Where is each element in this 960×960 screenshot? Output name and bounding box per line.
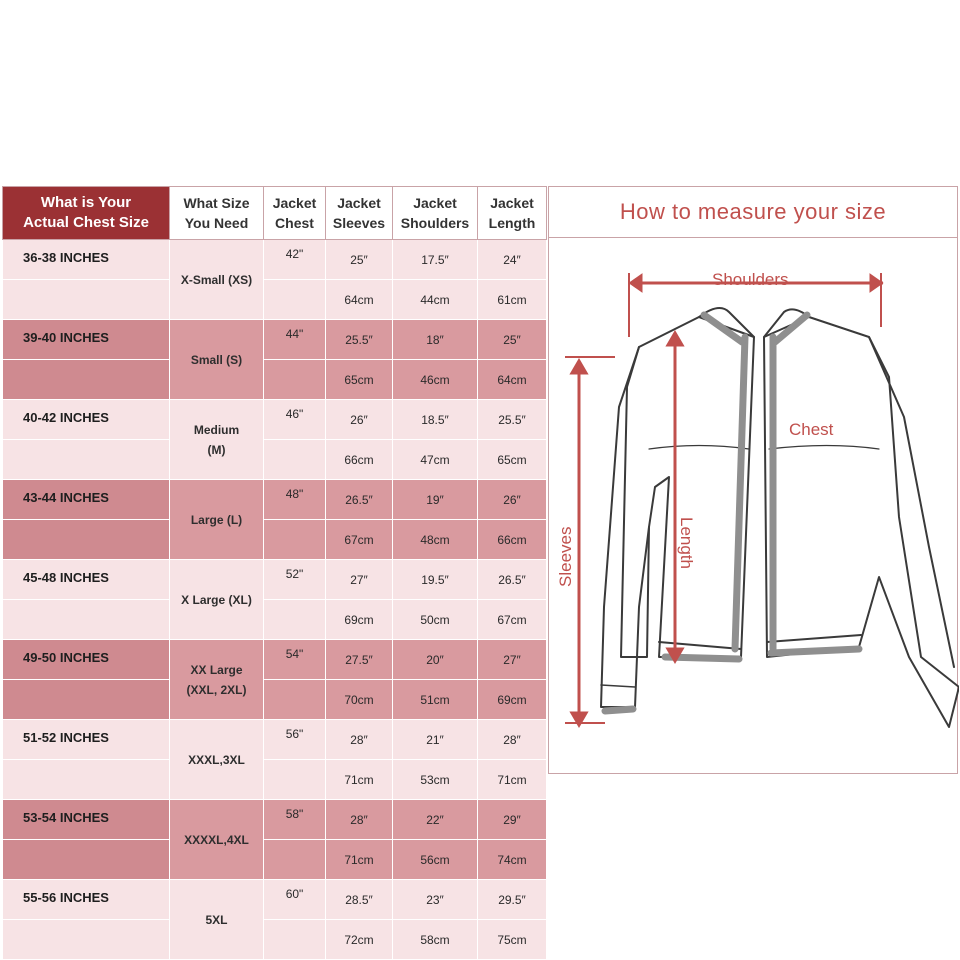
actual-chest-blank-cell <box>3 360 170 400</box>
actual-chest-blank-cell <box>3 920 170 960</box>
jacket-chest-cell: 44" <box>264 320 326 360</box>
length-cm-cell: 67cm <box>478 600 547 640</box>
jacket-chest-blank-cell <box>264 520 326 560</box>
length-inch-cell: 26″ <box>478 480 547 520</box>
table-row <box>3 720 547 760</box>
actual-chest-cell: 36-38 INCHES <box>3 240 170 280</box>
label-shoulders: Shoulders <box>712 270 789 289</box>
jacket-chest-blank-cell <box>264 360 326 400</box>
shoulders-inch-cell: 23″ <box>393 880 478 920</box>
size-need-cell <box>170 240 264 320</box>
size-need-label-2: (M) <box>207 442 226 457</box>
jacket-chest-blank-cell <box>264 840 326 880</box>
jacket-chest-blank-cell <box>264 760 326 800</box>
sleeves-cm-cell: 69cm <box>326 600 393 640</box>
header-jacket-chest: Jacket Chest <box>264 187 326 240</box>
sleeves-cm-cell: 71cm <box>326 840 393 880</box>
sleeves-inch-cell: 27.5″ <box>326 640 393 680</box>
length-inch-cell: 28″ <box>478 720 547 760</box>
size-need-cell <box>170 880 264 960</box>
length-inch-cell: 24″ <box>478 240 547 280</box>
size-need-label: XXXL,3XL <box>188 752 245 767</box>
shoulders-cm-cell: 58cm <box>393 920 478 960</box>
jacket-chest-cell: 52" <box>264 560 326 600</box>
jacket-chest-cell: 54" <box>264 640 326 680</box>
length-cm-cell: 71cm <box>478 760 547 800</box>
shoulders-cm-cell: 53cm <box>393 760 478 800</box>
jacket-chest-cell: 48" <box>264 480 326 520</box>
measure-title: How to measure your size <box>549 187 957 238</box>
shoulders-cm-cell: 48cm <box>393 520 478 560</box>
actual-chest-cell: 49-50 INCHES <box>3 640 170 680</box>
jacket-chest-blank-cell <box>264 920 326 960</box>
table-row <box>3 280 547 320</box>
size-need-cell <box>170 400 264 480</box>
actual-chest-cell: 40-42 INCHES <box>3 400 170 440</box>
actual-chest-cell: 39-40 INCHES <box>3 320 170 360</box>
jacket-chest-blank-cell <box>264 440 326 480</box>
table-row <box>3 480 547 520</box>
sleeves-cm-cell: 70cm <box>326 680 393 720</box>
table-header-row <box>3 187 547 240</box>
length-cm-cell: 64cm <box>478 360 547 400</box>
actual-chest-blank-cell <box>3 760 170 800</box>
jacket-chest-blank-cell <box>264 280 326 320</box>
length-cm-cell: 69cm <box>478 680 547 720</box>
shoulders-inch-cell: 17.5″ <box>393 240 478 280</box>
size-need-cell <box>170 800 264 880</box>
sleeves-cm-cell: 65cm <box>326 360 393 400</box>
sleeves-inch-cell: 28.5″ <box>326 880 393 920</box>
size-chart-table <box>2 186 547 960</box>
table-row <box>3 760 547 800</box>
shoulders-cm-cell: 47cm <box>393 440 478 480</box>
header-jacket-length: Jacket Length <box>478 187 547 240</box>
jacket-chest-cell: 60" <box>264 880 326 920</box>
measure-panel <box>548 186 958 774</box>
size-need-label: Medium <box>193 422 240 437</box>
size-need-cell <box>170 320 264 400</box>
table-row <box>3 520 547 560</box>
size-need-cell <box>170 560 264 640</box>
sleeves-inch-cell: 28″ <box>326 800 393 840</box>
shoulders-inch-cell: 22″ <box>393 800 478 840</box>
table-row <box>3 240 547 280</box>
jacket-chest-cell: 42" <box>264 240 326 280</box>
table-row <box>3 880 547 920</box>
length-inch-cell: 29.5″ <box>478 880 547 920</box>
table-row <box>3 600 547 640</box>
table-row <box>3 440 547 480</box>
actual-chest-blank-cell <box>3 840 170 880</box>
jacket-left-sleeve <box>601 347 649 707</box>
sleeves-inch-cell: 28″ <box>326 720 393 760</box>
label-length: Length <box>677 517 696 569</box>
jacket-chest-blank-cell <box>264 680 326 720</box>
shoulders-inch-cell: 21″ <box>393 720 478 760</box>
jacket-chest-cell: 56" <box>264 720 326 760</box>
sleeves-cm-cell: 72cm <box>326 920 393 960</box>
length-cm-cell: 75cm <box>478 920 547 960</box>
shoulders-cm-cell: 51cm <box>393 680 478 720</box>
size-need-label: X-Small (XS) <box>180 272 253 287</box>
size-need-cell <box>170 720 264 800</box>
length-cm-cell: 66cm <box>478 520 547 560</box>
size-need-cell <box>170 480 264 560</box>
table-row <box>3 840 547 880</box>
shoulders-inch-cell: 19″ <box>393 480 478 520</box>
shoulders-inch-cell: 19.5″ <box>393 560 478 600</box>
jacket-right-body <box>764 317 959 727</box>
table-row <box>3 320 547 360</box>
sleeves-inch-cell: 27″ <box>326 560 393 600</box>
sleeves-inch-cell: 25″ <box>326 240 393 280</box>
size-need-label: X Large (XL) <box>181 592 252 607</box>
label-sleeves: Sleeves <box>556 526 575 587</box>
actual-chest-blank-cell <box>3 440 170 480</box>
jacket-sketch-illustration <box>549 187 959 775</box>
header-actual-chest-size: What is Your Actual Chest Size <box>3 187 170 240</box>
shoulders-inch-cell: 18.5″ <box>393 400 478 440</box>
length-cm-cell: 61cm <box>478 280 547 320</box>
sleeves-cm-cell: 71cm <box>326 760 393 800</box>
sleeves-inch-cell: 25.5″ <box>326 320 393 360</box>
size-need-label: Small (S) <box>190 352 243 367</box>
sleeves-inch-cell: 26.5″ <box>326 480 393 520</box>
size-need-label: 5XL <box>205 912 228 927</box>
length-inch-cell: 27″ <box>478 640 547 680</box>
size-need-label: XX Large <box>190 662 243 677</box>
shoulders-cm-cell: 56cm <box>393 840 478 880</box>
sleeves-inch-cell: 26″ <box>326 400 393 440</box>
table-row <box>3 680 547 720</box>
size-need-label: Large (L) <box>190 512 243 527</box>
table-body <box>3 240 547 960</box>
table-row <box>3 560 547 600</box>
shoulders-cm-cell: 44cm <box>393 280 478 320</box>
actual-chest-cell: 55-56 INCHES <box>3 880 170 920</box>
sleeves-cm-cell: 64cm <box>326 280 393 320</box>
size-need-label: XXXXL,4XL <box>184 832 249 847</box>
table-row <box>3 920 547 960</box>
shoulders-inch-cell: 18″ <box>393 320 478 360</box>
length-inch-cell: 26.5″ <box>478 560 547 600</box>
length-cm-cell: 65cm <box>478 440 547 480</box>
shoulders-inch-cell: 20″ <box>393 640 478 680</box>
length-inch-cell: 25″ <box>478 320 547 360</box>
size-need-label-2: (XXL, 2XL) <box>186 682 247 697</box>
sleeves-cm-cell: 67cm <box>326 520 393 560</box>
actual-chest-blank-cell <box>3 680 170 720</box>
size-need-cell <box>170 640 264 720</box>
actual-chest-blank-cell <box>3 280 170 320</box>
table-row <box>3 640 547 680</box>
shoulders-cm-cell: 46cm <box>393 360 478 400</box>
header-jacket-shoulders: Jacket Shoulders <box>393 187 478 240</box>
actual-chest-cell: 51-52 INCHES <box>3 720 170 760</box>
jacket-chest-blank-cell <box>264 600 326 640</box>
actual-chest-cell: 43-44 INCHES <box>3 480 170 520</box>
actual-chest-cell: 45-48 INCHES <box>3 560 170 600</box>
label-chest: Chest <box>789 420 834 439</box>
actual-chest-blank-cell <box>3 600 170 640</box>
length-inch-cell: 25.5″ <box>478 400 547 440</box>
shoulders-cm-cell: 50cm <box>393 600 478 640</box>
header-size-you-need: What Size You Need <box>170 187 264 240</box>
table-row <box>3 400 547 440</box>
sleeves-cm-cell: 66cm <box>326 440 393 480</box>
length-inch-cell: 29″ <box>478 800 547 840</box>
actual-chest-blank-cell <box>3 520 170 560</box>
length-cm-cell: 74cm <box>478 840 547 880</box>
jacket-chest-cell: 46" <box>264 400 326 440</box>
jacket-chest-cell: 58" <box>264 800 326 840</box>
actual-chest-cell: 53-54 INCHES <box>3 800 170 840</box>
header-jacket-sleeves: Jacket Sleeves <box>326 187 393 240</box>
table-row <box>3 360 547 400</box>
table-row <box>3 800 547 840</box>
